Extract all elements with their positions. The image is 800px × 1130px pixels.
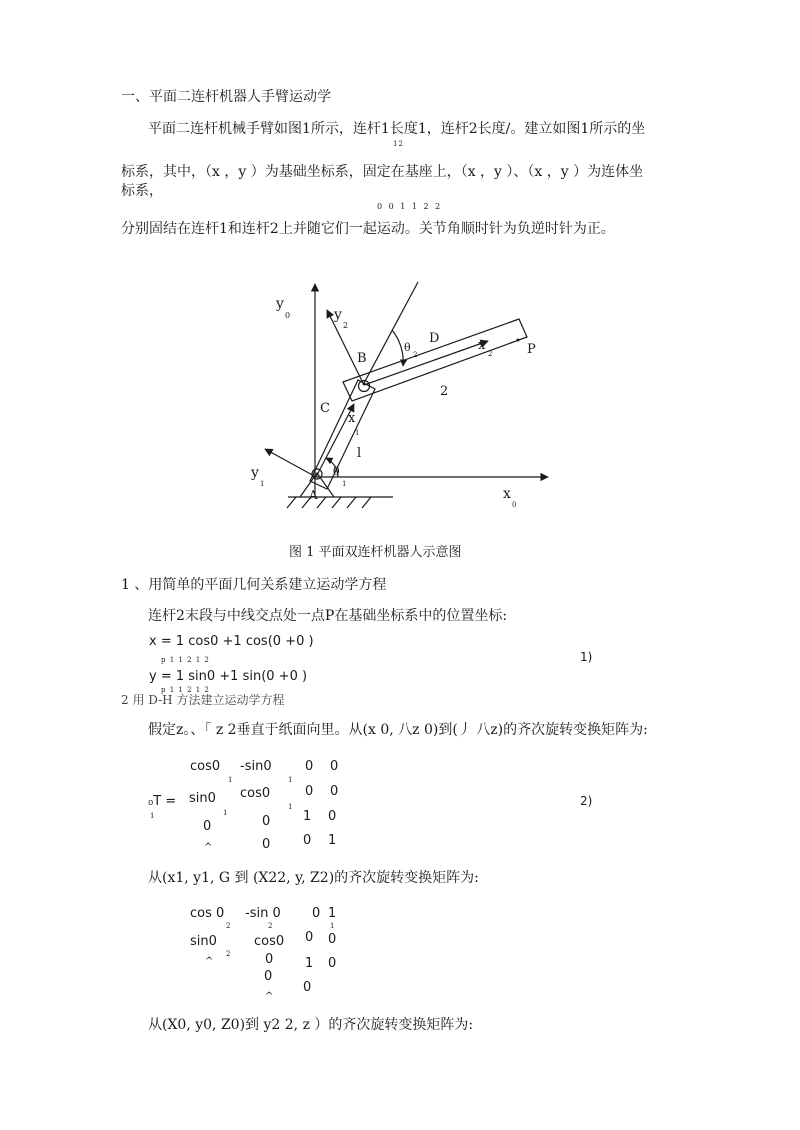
m2-r1c2: -sin 0 (245, 906, 281, 921)
m2-r1c1: cos 0 (190, 906, 225, 921)
m1-r2c2: cos0 (240, 786, 271, 801)
m2-r4b: 0 (303, 980, 312, 995)
label-D: D (429, 331, 440, 346)
y1-axis (265, 449, 316, 477)
label-y2-sub: 2 (343, 321, 349, 330)
m1-sub-d: 1 (223, 809, 229, 817)
label-theta2-sub: 2 (413, 351, 418, 359)
label-y2: y (334, 307, 342, 323)
m1-r1c1: cos0 (190, 759, 221, 774)
robot-arm-figure (0, 0, 800, 560)
from12-line: 从(x1, y1, G 到 (X22, y, Z2)的齐次旋转变换矩阵为: (148, 870, 479, 886)
label-x0-sub: 0 (512, 501, 517, 509)
label-x0: x (503, 486, 511, 502)
m2-r1c3: 0 (312, 906, 321, 921)
m2-r4a: 0 (264, 969, 273, 984)
m2-sub-a: 2 (226, 922, 232, 930)
assume-line: 假定z。、「 z 2垂直于纸面向里。从(x 0, 八z 0)到(丿 八z)的齐次旋转变换矩阵为: (148, 722, 648, 738)
label-A: A (309, 488, 318, 502)
label-C: C (320, 401, 330, 416)
label-link2: 2 (440, 384, 449, 399)
label-x1: x (348, 411, 356, 426)
m2-r3c2: 0 (265, 952, 274, 967)
clipped-line: 2 用 D-H 方法建立运动学方程 (121, 693, 285, 707)
label-P: P (527, 342, 536, 357)
m1-sub-b: 1 (288, 776, 294, 784)
eq1-x: x = 1 cos0 +1 cos(0 +0 ) (149, 634, 314, 649)
label-theta1-sub: 1 (342, 480, 347, 488)
m1-r4c3: 0 (303, 833, 312, 848)
m2-sub-b: 2 (268, 922, 274, 930)
eq1-y-sub: p 1 1 2 1 2 (161, 686, 210, 694)
m1-label-sub: 1 (150, 812, 156, 820)
m2-r2c3: 0 (305, 930, 314, 945)
label-y0-sub: 0 (285, 311, 291, 320)
m2-sub-c: 2 (226, 950, 232, 958)
label-x1-sub: 1 (355, 429, 360, 437)
intro-line-3-sub: 0 0 1 1 2 2 (377, 202, 443, 211)
m2-r2c2: cos0 (254, 934, 285, 949)
label-y1: y (251, 465, 259, 481)
m2-extra: ^ (265, 991, 274, 1002)
point-p-dot (517, 339, 520, 342)
intro-line-3: 标系， (121, 183, 163, 199)
label-B: B (357, 351, 367, 366)
label-theta1: θ (333, 465, 340, 478)
m1-r2c4: 0 (330, 784, 339, 799)
m1-r4c2: 0 (262, 837, 271, 852)
label-x2: x (478, 338, 486, 353)
m1-number: 2) (580, 794, 593, 808)
m1-r3c1: 0 (203, 819, 212, 834)
label-theta2: θ (404, 341, 411, 354)
ground-hatching (287, 497, 371, 508)
m2-r3c4: 0 (328, 956, 337, 971)
eq1-y: y = 1 sin0 +1 sin(0 +0 ) (149, 669, 308, 684)
figure-caption: 图 1 平面双连杆机器人示意图 (289, 545, 462, 560)
intro-line-2: 标系，其中，（x ，y ）为基础坐标系，固定在基座上，（x ，y ）、（x ，y ）为连体坐 (121, 164, 644, 180)
m1-r3c4: 0 (328, 809, 337, 824)
intro-line-1: 平面二连杆机械手臂如图1所示，连杆1长度1，连杆2长度/。建立如图1所示的坐 (148, 121, 646, 137)
link1-extension (363, 282, 418, 385)
m1-label: ₀T = (148, 794, 177, 809)
m1-sub-a: 1 (228, 776, 234, 784)
subsection-1-heading: 1 、用简单的平面几何关系建立运动学方程 (121, 577, 387, 593)
section-heading: 一、平面二连杆机器人手臂运动学 (121, 89, 331, 105)
m2-r3c3: 1 (305, 956, 314, 971)
m1-r4c4: 1 (328, 833, 337, 848)
m1-r1c3: 0 (305, 759, 314, 774)
eq1-number: 1) (580, 650, 593, 664)
m2-r2c4: 0 (328, 932, 337, 947)
clipped-line-container (121, 693, 421, 707)
eq1-x-sub: p 1 1 2 1 2 (161, 656, 210, 664)
m1-r1c4: 0 (330, 759, 339, 774)
m1-r3c3: 1 (303, 809, 312, 824)
m1-r2c1: sin0 (189, 791, 216, 806)
from02-line: 从(X0, y0, Z0)到 y2 2, z ）的齐次旋转变换矩阵为: (148, 1017, 474, 1033)
m2-r1c4: 1 (328, 906, 337, 921)
m1-r1c2: -sin0 (240, 759, 272, 774)
intro-line-1-sub: 12 (393, 140, 404, 148)
m2-r3c1: ^ (205, 956, 214, 967)
m2-sub-d: 1 (330, 922, 336, 930)
label-y1-sub: 1 (260, 480, 265, 488)
m1-r3c2: 0 (262, 814, 271, 829)
label-x2-sub: 2 (488, 350, 493, 358)
m1-r2c3: 0 (305, 784, 314, 799)
label-y0: y (276, 296, 284, 312)
position-intro: 连杆2末段与中线交点处一点P在基础坐标系中的位置坐标: (148, 608, 508, 624)
label-link1: l (357, 446, 362, 461)
m1-r4c1: ^ (204, 842, 213, 853)
m2-r2c1: sin0 (190, 934, 217, 949)
intro-line-4: 分别固结在连杆1和连杆2上并随它们一起运动。关节角顺时针为负逆时针为正。 (121, 221, 615, 237)
m1-sub-c: 1 (288, 803, 294, 811)
